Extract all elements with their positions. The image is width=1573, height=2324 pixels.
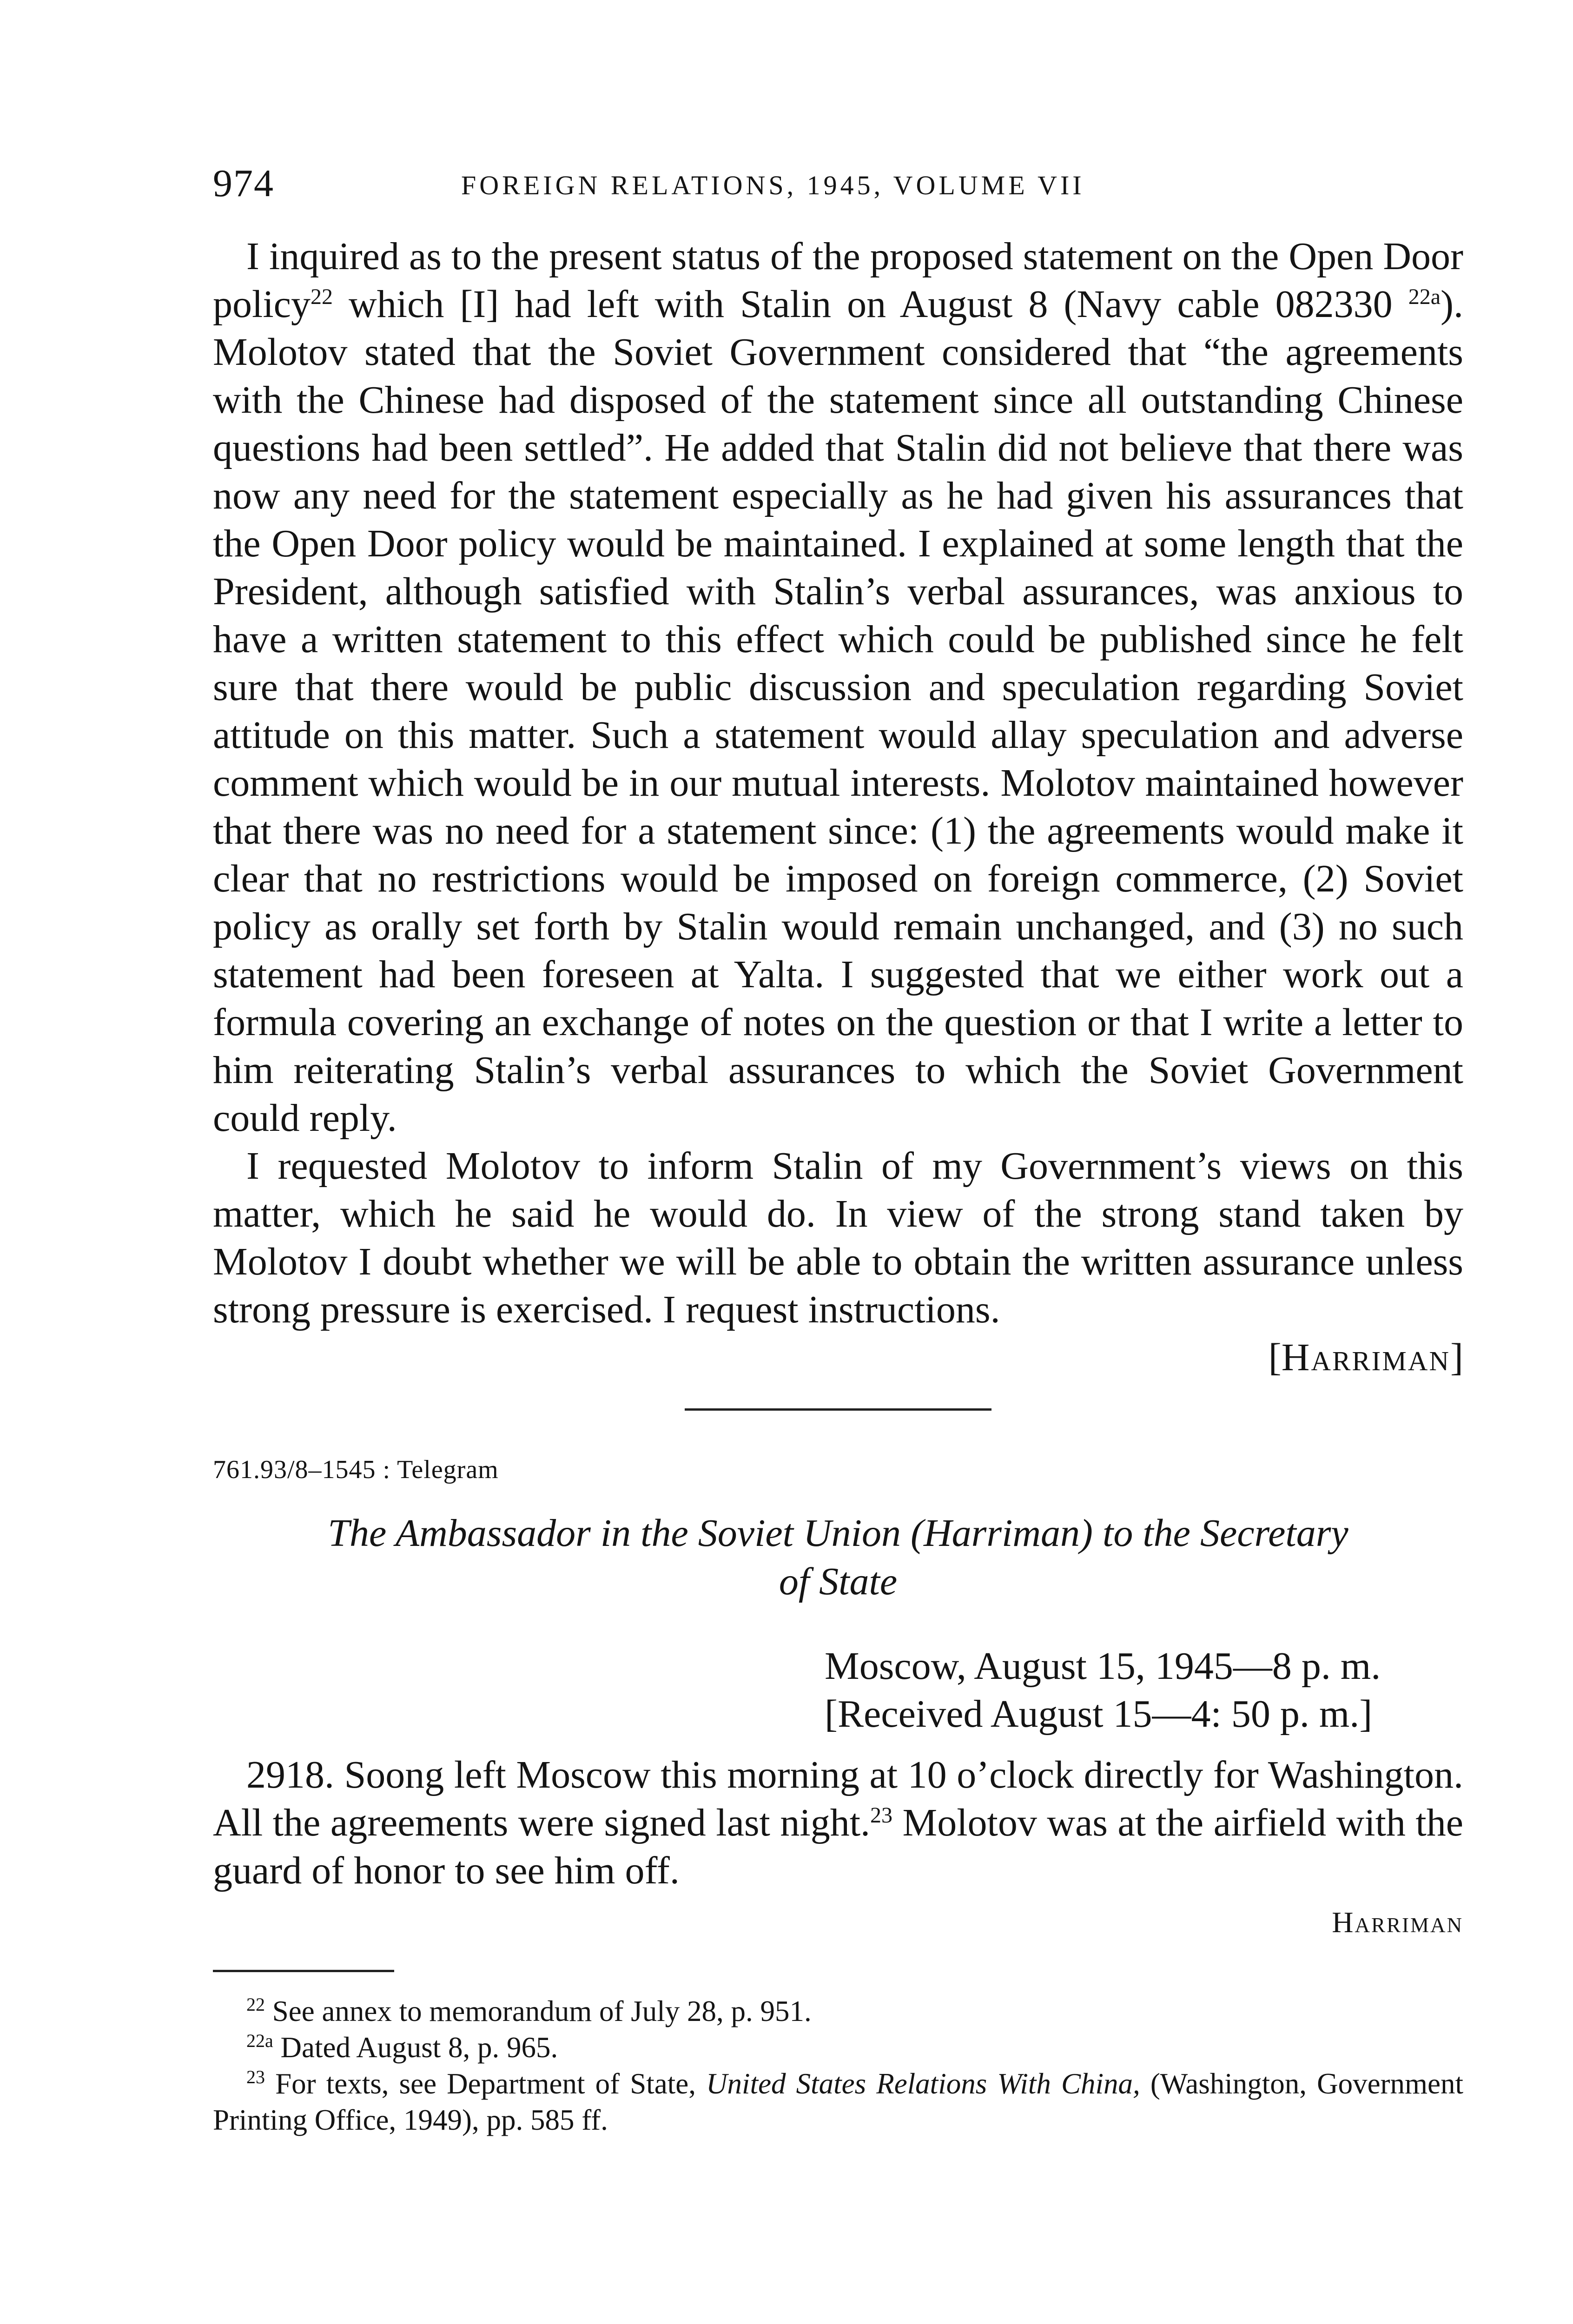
telegram-title-line-1: The Ambassador in the Soviet Union (Harriman) to the Secretary xyxy=(328,1512,1348,1555)
letter-signature xyxy=(213,1334,1463,1381)
footnote-ref-22a: 22a xyxy=(1408,284,1441,309)
letter-paragraph-1-text-b: which [I] had left with Stalin on August 8 (Navy cable 082330 xyxy=(332,283,1408,326)
footnote-text: See annex to memorandum of July 28, p. 951. xyxy=(265,1995,812,2027)
telegram-body xyxy=(213,1751,1463,1895)
letter-paragraph-1-text-a: I inquired as to the present status of the proposed statement on the Open Door policy xyxy=(213,235,1463,326)
footnote-text-tail: (Washington, Government Printing Office, 1949), pp. 585 ff. xyxy=(213,2067,1463,2136)
page-header xyxy=(213,160,1463,207)
footnote-marker: 22 xyxy=(246,1994,265,2015)
footnote-ref-22: 22 xyxy=(310,284,333,309)
footnote-text: Dated August 8, p. 965. xyxy=(273,2031,558,2064)
footnote-marker: 22a xyxy=(246,2030,273,2051)
footnotes xyxy=(213,1993,1463,2138)
footnote-marker: 23 xyxy=(246,2067,265,2087)
dateline-sent: Moscow, August 15, 1945—8 p. m. xyxy=(825,1644,1381,1688)
footnote-ref-23: 23 xyxy=(870,1803,893,1828)
telegram-title-line-2: of State xyxy=(779,1560,898,1603)
running-head: FOREIGN RELATIONS, 1945, VOLUME VII xyxy=(461,170,1085,200)
telegram-body-text-b: Molotov was at the airfield with the guard of honor to see him off. xyxy=(213,1801,1464,1892)
letter-paragraph-1 xyxy=(213,232,1463,1142)
letter-paragraph-2: I requested Molotov to inform Stalin of my Government’s views on this matter, which he said he would do. In view of the strong stand taken by Molotov I doubt whether we will be able to obtain the written assurance unless strong pressure is exercised. I request instructions. xyxy=(213,1144,1463,1331)
telegram-dateline xyxy=(213,1642,1463,1738)
footnote-22 xyxy=(213,1993,1463,2029)
bracket-open: [ xyxy=(1268,1336,1282,1379)
document-page xyxy=(213,160,1463,2138)
footnote-text: For texts, see Department of State, xyxy=(265,2067,707,2100)
telegram-body-text-a: 2918. Soong left Moscow this morning at 10 o’clock directly for Washington. All the agreements were signed last night. xyxy=(213,1753,1463,1844)
telegram-signature-name: Harriman xyxy=(1332,1906,1463,1939)
letter-paragraph-1-text-c: ). Molotov stated that the Soviet Government considered that “the agreements with the Chinese had disposed of the statement since all outstanding Chinese questions had been settled”. He added that Stalin did not believe that there was now any need for the statement especially as he had given his assurances that the Open Door policy would be maintained. I explained at some length that the President, although satisfied with Stalin’s verbal assurances, was anxious to have a written statement to this effect which could be published since he felt sure that there would be public discussion and speculation regarding Soviet attitude on this matter. Such a statement would allay speculation and adverse comment which would be in our mutual interests. Molotov maintained however that there was no need for a statement since: (1) the agreements would make it clear that no restrictions would be imposed on foreign commerce, (2) Soviet policy as orally set forth by Stalin would remain unchanged, and (3) no such statement had been foreseen at Yalta. I suggested that we either work out a formula covering an exchange of notes on the question or that I write a letter to him reiterating Stalin’s verbal assurances to which the Soviet Government could reply. xyxy=(213,283,1463,1140)
footnote-22a xyxy=(213,2029,1463,2066)
footnote-divider xyxy=(213,1970,394,1972)
footnote-cited-title: United States Relations With China, xyxy=(706,2067,1140,2100)
section-divider xyxy=(685,1408,991,1411)
page-number: 974 xyxy=(213,162,274,205)
telegram-title xyxy=(213,1509,1463,1606)
dateline-received: [Received August 15—4: 50 p. m.] xyxy=(825,1692,1373,1736)
telegram-signature xyxy=(213,1899,1463,1946)
letter-signature-name: Harriman xyxy=(1281,1336,1451,1379)
footnote-23 xyxy=(213,2066,1463,2138)
file-number: 761.93/8–1545 : Telegram xyxy=(213,1455,499,1484)
bracket-close: ] xyxy=(1450,1336,1463,1379)
